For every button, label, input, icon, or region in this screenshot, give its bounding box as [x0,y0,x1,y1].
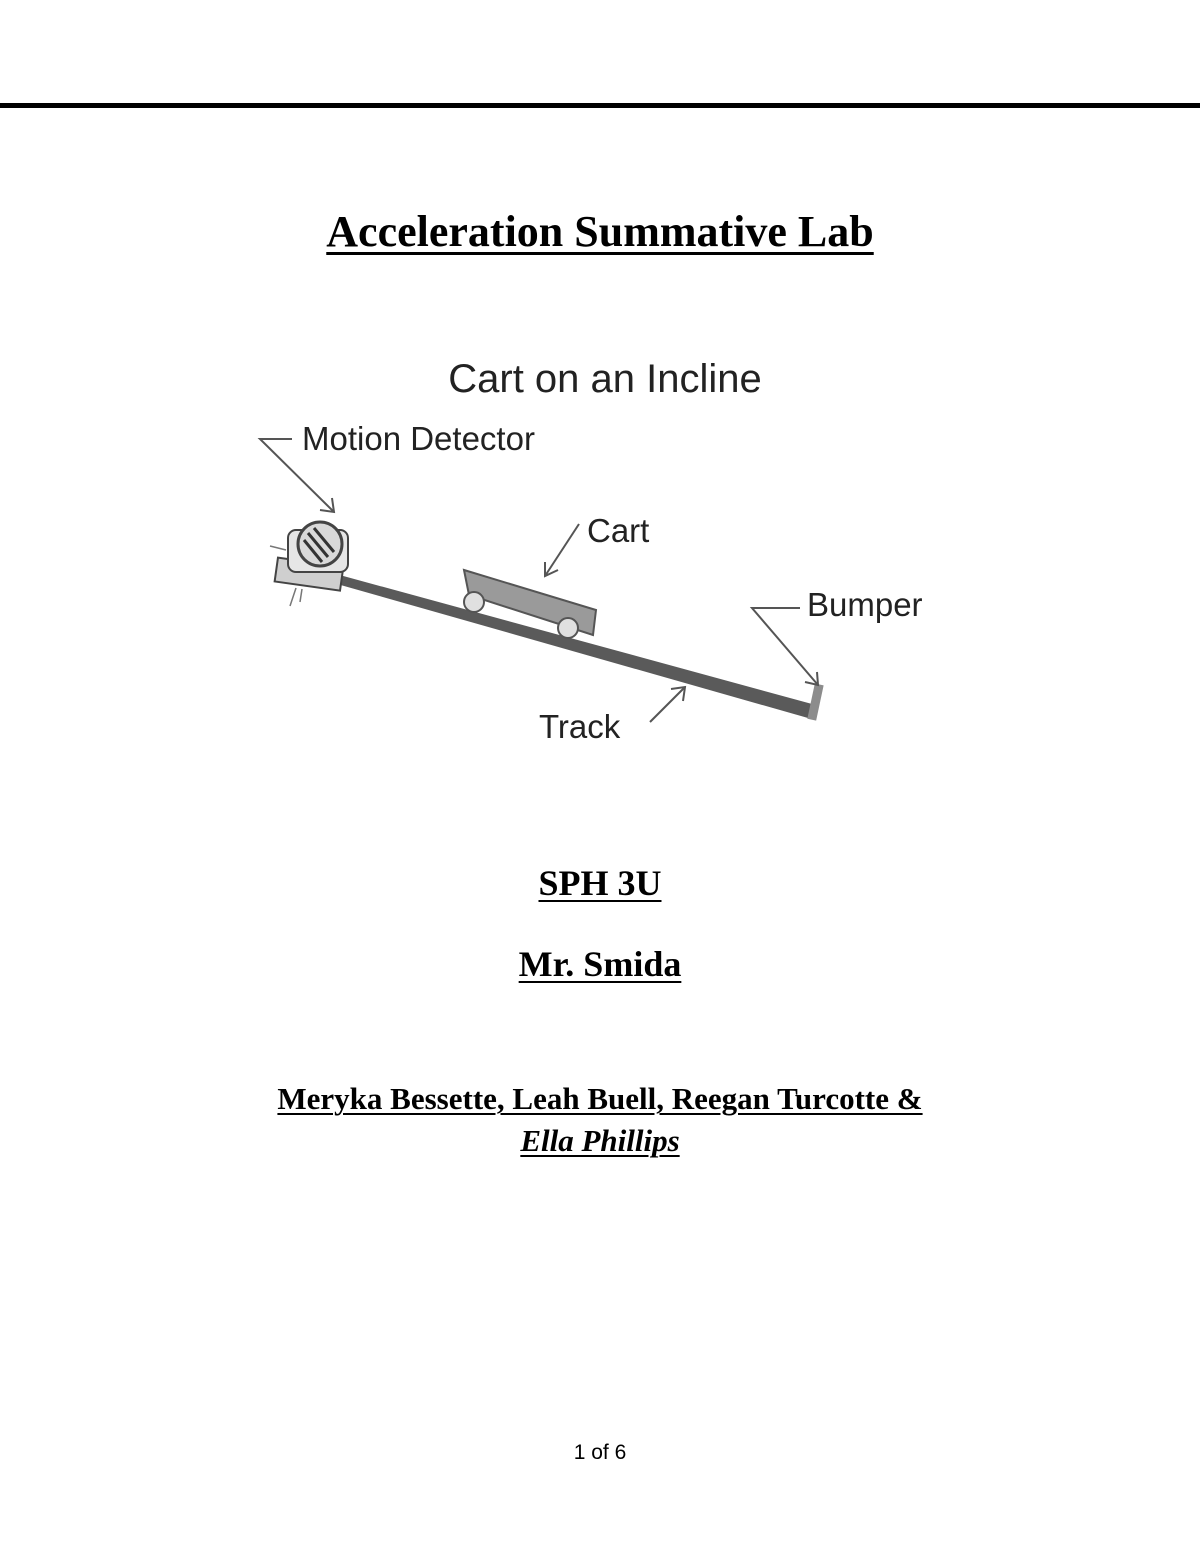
document-title: Acceleration Summative Lab [326,207,874,256]
cart-wheel-rear [464,592,484,612]
authors-line-2: Ella Phillips [520,1123,680,1158]
teacher-name: Mr. Smida [518,944,682,984]
track [330,574,812,718]
arrow-track [650,687,685,722]
label-track: Track [539,708,621,745]
authors-line-1: Meryka Bessette, Leah Buell, Reegan Turcotte & [277,1081,923,1116]
author-list [0,1078,1200,1162]
cart-wheel-front [558,618,578,638]
header-rule [0,103,1200,108]
motion-detector [270,522,348,606]
label-bumper: Bumper [807,586,923,623]
incline-diagram [240,340,960,760]
course-code: SPH 3U [538,863,662,903]
bumper [807,684,823,721]
arrow-cart [545,524,579,576]
label-cart: Cart [587,512,650,549]
page-number: 1 of 6 [573,1441,627,1464]
label-motion-detector: Motion Detector [302,420,535,457]
figure-title: Cart on an Incline [448,357,762,401]
